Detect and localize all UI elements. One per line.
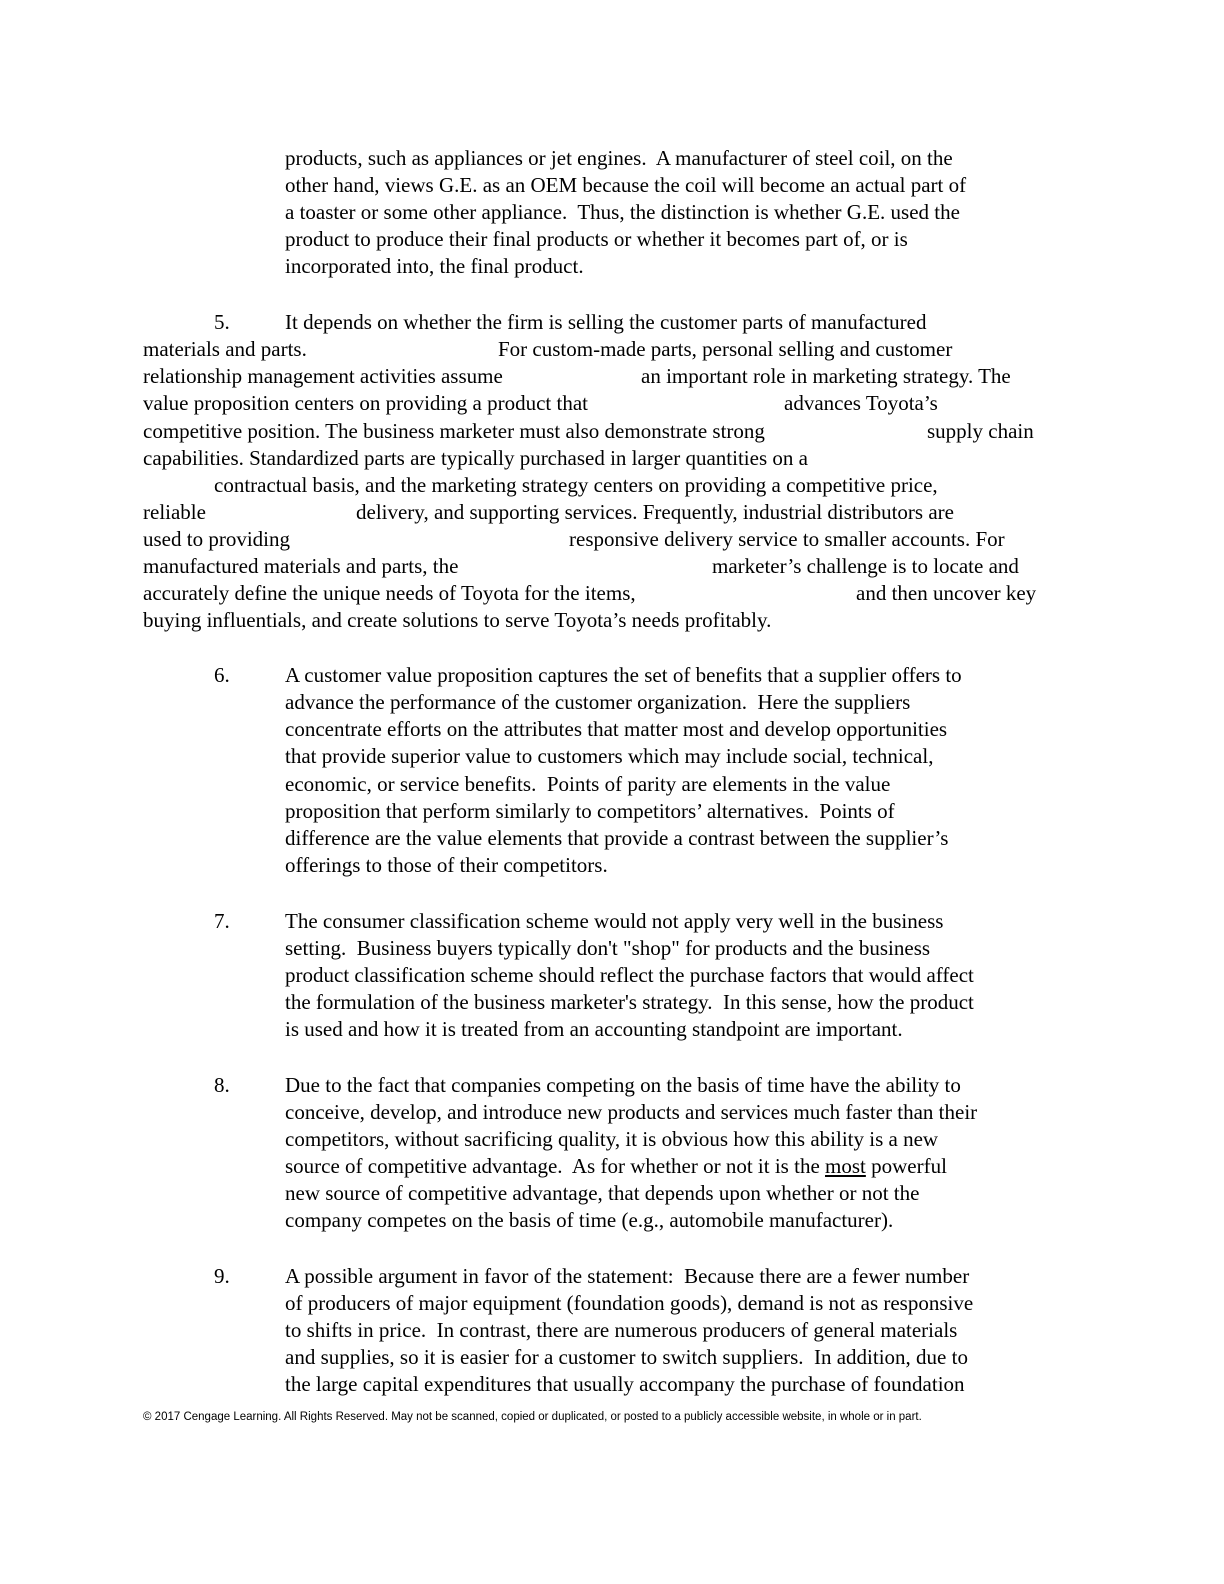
item-6-number: 6. xyxy=(214,663,230,687)
intro-line-4: product to produce their final products or whether it becomes part of, or is xyxy=(285,227,908,251)
item-5-line-4b: advances Toyota’s xyxy=(784,391,938,415)
item-8-number: 8. xyxy=(214,1073,230,1097)
item-6-line-7: difference are the value elements that provide a contrast between the supplier’s xyxy=(285,826,949,850)
item-7-line-2: setting. Business buyers typically don't "shop" for products and the business xyxy=(285,936,931,960)
item-6-line-2: advance the performance of the customer organization. Here the suppliers xyxy=(285,690,911,714)
item-9-line-4: and supplies, so it is easier for a customer to switch suppliers. In addition, due to xyxy=(285,1345,968,1369)
item-5-line-11a: accurately define the unique needs of Toyota for the items, xyxy=(143,581,636,605)
item-5-line-3a: relationship management activities assume xyxy=(143,364,503,388)
item-5-line-8b: delivery, and supporting services. Frequently, industrial distributors are xyxy=(356,500,954,524)
item-8-line-5: new source of competitive advantage, that depends upon whether or not the xyxy=(285,1181,920,1205)
item-5-line-3b: an important role in marketing strategy. The xyxy=(641,364,1011,388)
item-5-number: 5. xyxy=(214,310,230,334)
item-9-number: 9. xyxy=(214,1264,230,1288)
intro-line-3: a toaster or some other appliance. Thus, the distinction is whether G.E. used the xyxy=(285,200,960,224)
item-8-line-4-before: source of competitive advantage. As for whether or not it is the xyxy=(285,1154,826,1178)
item-5-line-4a: value proposition centers on providing a product that xyxy=(143,391,588,415)
item-9-line-5: the large capital expenditures that usually accompany the purchase of foundation xyxy=(285,1372,965,1396)
item-6-line-5: economic, or service benefits. Points of parity are elements in the value xyxy=(285,772,891,796)
item-5-line-5b: supply chain xyxy=(927,419,1034,443)
item-7-number: 7. xyxy=(214,909,230,933)
item-5-line-7: contractual basis, and the marketing strategy centers on providing a competitive price, xyxy=(214,473,938,497)
item-5-line-12: buying influentials, and create solutions to serve Toyota’s needs profitably. xyxy=(143,608,772,632)
item-6-line-4: that provide superior value to customers which may include social, technical, xyxy=(285,744,934,768)
item-7-line-4: the formulation of the business marketer's strategy. In this sense, how the product xyxy=(285,990,974,1014)
item-6-line-1: A customer value proposition captures the set of benefits that a supplier offers to xyxy=(285,663,962,687)
item-8-line-3: competitors, without sacrificing quality, it is obvious how this ability is a new xyxy=(285,1127,939,1151)
item-8-line-2: conceive, develop, and introduce new products and services much faster than their xyxy=(285,1100,978,1124)
item-5-line-6: capabilities. Standardized parts are typically purchased in larger quantities on a xyxy=(143,446,808,470)
intro-line-1: products, such as appliances or jet engines. A manufacturer of steel coil, on the xyxy=(285,146,953,170)
item-5-line-8a: reliable xyxy=(143,500,206,524)
item-9-line-1: A possible argument in favor of the statement: Because there are a fewer number xyxy=(285,1264,970,1288)
intro-line-2: other hand, views G.E. as an OEM because the coil will become an actual part of xyxy=(285,173,967,197)
item-5-line-9a: used to providing xyxy=(143,527,290,551)
item-5-line-10a: manufactured materials and parts, the xyxy=(143,554,459,578)
item-8-line-4 xyxy=(285,1153,947,1180)
item-5-line-2a: materials and parts. xyxy=(143,337,307,361)
item-8-line-4-after: powerful xyxy=(865,1154,947,1178)
intro-line-5: incorporated into, the final product. xyxy=(285,254,584,278)
item-5-line-10b: marketer’s challenge is to locate and xyxy=(712,554,1019,578)
item-5-line-5a: competitive position. The business marketer must also demonstrate strong xyxy=(143,419,765,443)
item-5-line-2b: For custom-made parts, personal selling and customer xyxy=(498,337,953,361)
item-8-emphasis-most: most xyxy=(825,1154,866,1178)
item-7-line-3: product classification scheme should reflect the purchase factors that would affect xyxy=(285,963,974,987)
item-6-line-6: proposition that perform similarly to competitors’ alternatives. Points of xyxy=(285,799,895,823)
item-9-line-3: to shifts in price. In contrast, there are numerous producers of general materials xyxy=(285,1318,958,1342)
item-5-line-9b: responsive delivery service to smaller accounts. For xyxy=(569,527,1005,551)
item-9-line-2: of producers of major equipment (foundation goods), demand is not as responsive xyxy=(285,1291,974,1315)
item-8-line-6: company competes on the basis of time (e.g., automobile manufacturer). xyxy=(285,1208,894,1232)
item-6-line-8: offerings to those of their competitors. xyxy=(285,853,608,877)
item-5-line-11b: and then uncover key xyxy=(856,581,1037,605)
item-7-line-5: is used and how it is treated from an accounting standpoint are important. xyxy=(285,1017,903,1041)
item-7-line-1: The consumer classification scheme would not apply very well in the business xyxy=(285,909,944,933)
item-8-line-1: Due to the fact that companies competing on the basis of time have the ability to xyxy=(285,1073,961,1097)
item-6-line-3: concentrate efforts on the attributes that matter most and develop opportunities xyxy=(285,717,948,741)
item-5-line-1: It depends on whether the firm is selling the customer parts of manufactured xyxy=(285,310,927,334)
copyright-footer: © 2017 Cengage Learning. All Rights Reserved. May not be scanned, copied or duplicated, or posted to a publicly accessible website, in whole or in part. xyxy=(143,1411,922,1423)
